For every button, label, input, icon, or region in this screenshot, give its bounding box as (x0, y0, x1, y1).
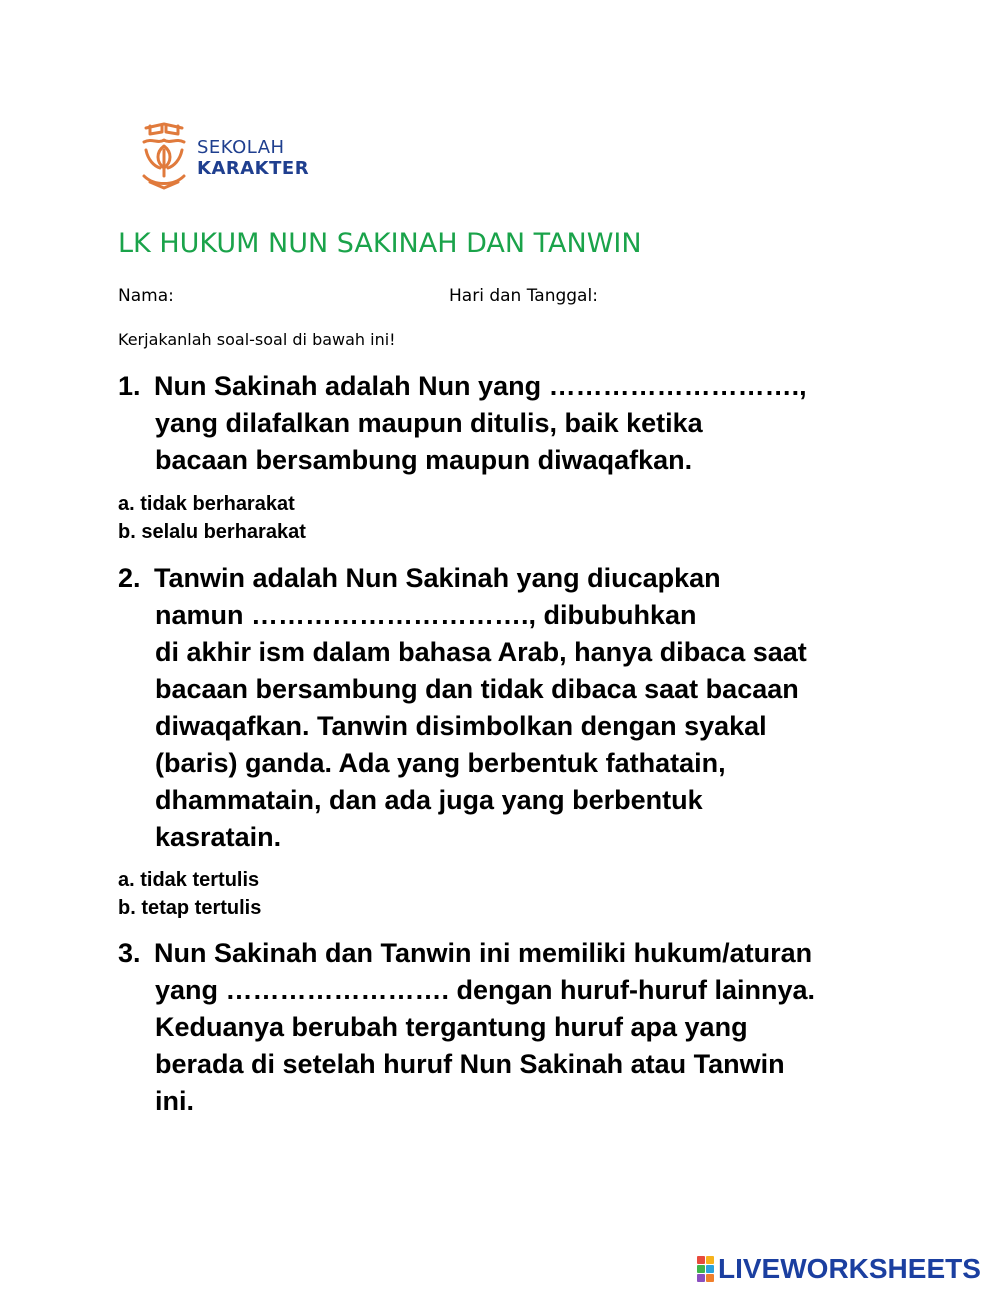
question-line: berada di setelah huruf Nun Sakinah atau Tanwin (155, 1049, 785, 1079)
option-a: a. tidak berharakat (118, 493, 295, 515)
question-line: namun …………………………., dibubuhkan (155, 600, 697, 630)
question-3 (118, 935, 815, 1120)
liveworksheets-logo-icon (697, 1256, 714, 1282)
liveworksheets-text: LIVEWORKSHEETS (718, 1253, 981, 1284)
question-number: 3. (118, 938, 141, 968)
date-label: Hari dan Tanggal: (449, 286, 598, 306)
question-line: diwaqafkan. Tanwin disimbolkan dengan syakal (155, 711, 767, 741)
worksheet-title: LK HUKUM NUN SAKINAH DAN TANWIN (118, 228, 642, 259)
question-1-options (118, 490, 306, 546)
question-line: bacaan bersambung maupun diwaqafkan. (155, 445, 693, 475)
question-2-options (118, 866, 261, 922)
question-number: 2. (118, 563, 141, 593)
question-1 (118, 368, 807, 479)
question-2 (118, 560, 807, 856)
question-line: bacaan bersambung dan tidak dibaca saat bacaan (155, 674, 799, 704)
question-line: kasratain. (155, 822, 282, 852)
logo-text-line2: KARAKTER (197, 158, 310, 179)
question-line: Nun Sakinah adalah Nun yang ………………………., (154, 371, 807, 401)
liveworksheets-watermark (697, 1254, 981, 1284)
option-b: b. selalu berharakat (118, 521, 306, 543)
question-line: di akhir ism dalam bahasa Arab, hanya dibaca saat (155, 637, 807, 667)
option-b: b. tetap tertulis (118, 897, 262, 919)
question-line: (baris) ganda. Ada yang berbentuk fathatain, (155, 748, 726, 778)
question-line: ini. (155, 1086, 194, 1116)
question-number: 1. (118, 371, 141, 401)
question-line: Nun Sakinah dan Tanwin ini memiliki hukum/aturan (154, 938, 813, 968)
question-line: Tanwin adalah Nun Sakinah yang diucapkan (154, 563, 721, 593)
logo-text-line1: SEKOLAH (197, 137, 285, 158)
question-line: Keduanya berubah tergantung huruf apa yang (155, 1012, 748, 1042)
school-emblem-icon (140, 120, 188, 192)
question-line: yang dilafalkan maupun ditulis, baik ketika (155, 408, 703, 438)
name-label: Nama: (118, 286, 174, 306)
question-line: dhammatain, dan ada juga yang berbentuk (155, 785, 703, 815)
option-a: a. tidak tertulis (118, 869, 260, 891)
instruction-text: Kerjakanlah soal-soal di bawah ini! (118, 330, 396, 349)
question-line: yang ……………………. dengan huruf-huruf lainnya. (155, 975, 816, 1005)
